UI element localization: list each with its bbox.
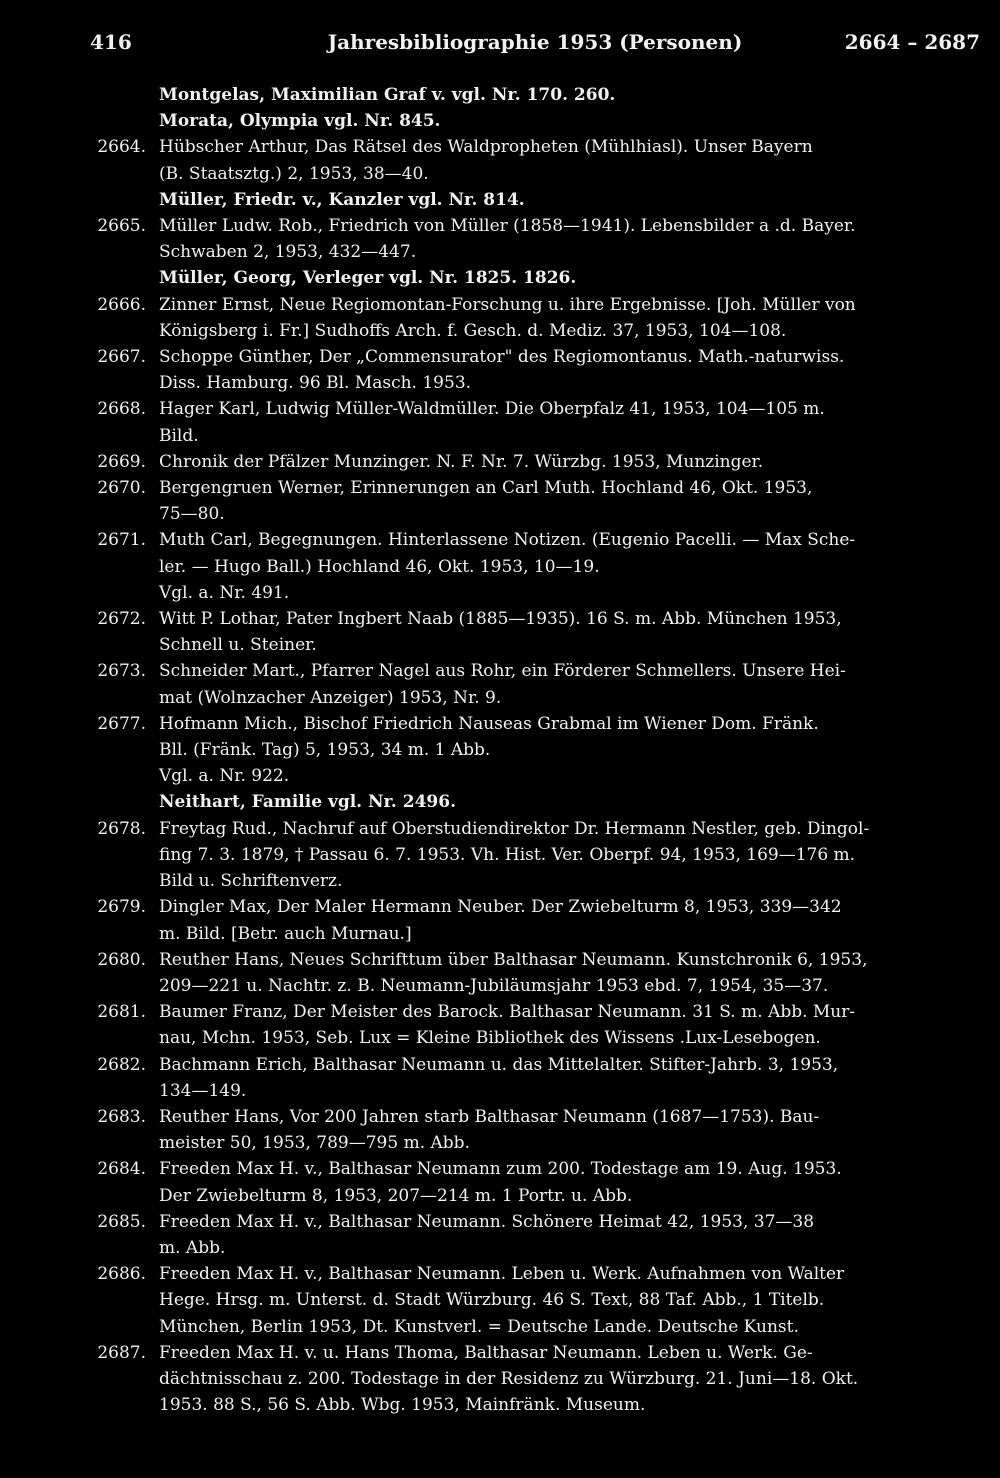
entry-number: 2665. [97,216,146,237]
entry-text-line: Morata, Olympia vgl. Nr. 845. [159,111,441,132]
entry-text-line: Schwaben 2, 1953, 432—447. [159,242,417,263]
entry-number: 2664. [97,137,146,158]
entry-text-line: m. Abb. [159,1237,226,1258]
entry-number: 2679. [97,897,146,918]
entry-number: 2673. [97,661,146,682]
entry-text-line: Baumer Franz, Der Meister des Barock. Balthasar Neumann. 31 S. m. Abb. Mur- [159,1002,856,1023]
entry-text-line: Schoppe Günther, Der „Commensurator" des Regiomontanus. Math.-naturwiss. [159,347,845,368]
bibliography-entry [86,527,981,606]
page-number: 416 [90,30,132,54]
entry-number: 2677. [97,713,146,734]
running-title: Jahresbibliographie 1953 (Personen) [327,30,743,54]
entry-number: 2669. [97,451,146,472]
entry-number: 2680. [97,949,146,970]
entry-text-line: 1953. 88 S., 56 S. Abb. Wbg. 1953, Mainfränk. Museum. [159,1395,646,1416]
entry-text-line: Schnell u. Steiner. [159,635,317,656]
bibliography-entry [86,396,981,448]
entry-text-line: Müller Ludw. Rob., Friedrich von Müller (1858—1941). Lebensbilder a .d. Bayer. [159,216,856,237]
bibliography-entry [86,292,981,344]
entry-number: 2687. [97,1342,146,1363]
entry-text-line: Freeden Max H. v., Balthasar Neumann zum 200. Todestage am 19. Aug. 1953. [159,1159,842,1180]
cross-reference [86,789,981,815]
entry-text-line: meister 50, 1953, 789—795 m. Abb. [159,1133,470,1154]
entry-text-line: Vgl. a. Nr. 491. [159,582,290,603]
entry-text-line: (B. Staatsztg.) 2, 1953, 38—40. [159,163,429,184]
entry-text-line: Schneider Mart., Pfarrer Nagel aus Rohr, ein Förderer Schmellers. Unsere Hei- [159,661,846,682]
bibliography-entry [86,999,981,1051]
bibliography-entry [86,894,981,946]
bibliography-entry [86,1209,981,1261]
bibliography-entry [86,213,981,265]
bibliography-entry [86,1104,981,1156]
entry-text-line: Chronik der Pfälzer Munzinger. N. F. Nr. 7. Würzbg. 1953, Munzinger. [159,451,764,472]
entry-text-line: Hofmann Mich., Bischof Friedrich Nauseas Grabmal im Wiener Dom. Fränk. [159,713,819,734]
entry-text-line: dächtnisschau z. 200. Todestage in der Residenz zu Würzburg. 21. Juni—18. Okt. [159,1368,859,1389]
bibliography-entry [86,449,981,475]
entry-text-line: fing 7. 3. 1879, † Passau 6. 7. 1953. Vh. Hist. Ver. Oberpf. 94, 1953, 169—176 m. [159,844,856,865]
bibliography-entry [86,947,981,999]
entry-text-line: Müller, Friedr. v., Kanzler vgl. Nr. 814. [159,189,525,210]
entry-text-line: Witt P. Lothar, Pater Ingbert Naab (1885—1935). 16 S. m. Abb. München 1953, [159,609,842,630]
entry-text-line: Freytag Rud., Nachruf auf Oberstudiendirektor Dr. Hermann Nestler, geb. Dingol- [159,818,870,839]
entry-text-line: Freeden Max H. v., Balthasar Neumann. Schönere Heimat 42, 1953, 37—38 [159,1211,815,1232]
bibliography-entry [86,134,981,186]
bibliography-entry [86,1340,981,1419]
entry-text-line: ler. — Hugo Ball.) Hochland 46, Okt. 1953, 10—19. [159,556,600,577]
bibliography-entry [86,344,981,396]
entry-text-line: Müller, Georg, Verleger vgl. Nr. 1825. 1826. [159,268,577,289]
bibliography-entry [86,475,981,527]
entry-text-line: Diss. Hamburg. 96 Bl. Masch. 1953. [159,373,472,394]
entry-text-line: Muth Carl, Begegnungen. Hinterlassene Notizen. (Eugenio Pacelli. — Max Sche- [159,530,856,551]
entry-text-line: Dingler Max, Der Maler Hermann Neuber. Der Zwiebelturm 8, 1953, 339—342 [159,897,842,918]
entry-number: 2686. [97,1264,146,1285]
bibliography-entry [86,1156,981,1208]
entry-text-line: 209—221 u. Nachtr. z. B. Neumann-Jubiläumsjahr 1953 ebd. 7, 1954, 35—37. [159,975,829,996]
entry-number: 2667. [97,347,146,368]
bibliography-entry [86,816,981,895]
entry-number: 2683. [97,1106,146,1127]
entry-text-line: 134—149. [159,1080,247,1101]
entry-text-line: Bild. [159,425,199,446]
cross-reference [86,82,981,108]
entry-number: 2682. [97,1054,146,1075]
entry-text-line: Hager Karl, Ludwig Müller-Waldmüller. Die Oberpfalz 41, 1953, 104—105 m. [159,399,825,420]
entry-range: 2664 – 2687 [844,30,980,54]
entry-text-line: m. Bild. [Betr. auch Murnau.] [159,923,412,944]
entry-number: 2684. [97,1159,146,1180]
entry-text-line: Reuther Hans, Vor 200 Jahren starb Balthasar Neumann (1687—1753). Bau- [159,1106,820,1127]
entry-text-line: Bild u. Schriftenverz. [159,871,343,892]
entry-number: 2666. [97,294,146,315]
entry-text-line: Königsberg i. Fr.] Sudhoffs Arch. f. Gesch. d. Mediz. 37, 1953, 104—108. [159,320,787,341]
entry-text-line: Freeden Max H. v., Balthasar Neumann. Leben u. Werk. Aufnahmen von Walter [159,1264,845,1285]
entry-number: 2668. [97,399,146,420]
bibliography-entry [86,658,981,710]
entry-text-line: Bachmann Erich, Balthasar Neumann u. das Mittelalter. Stifter-Jahrb. 3, 1953, [159,1054,839,1075]
entry-text-line: Reuther Hans, Neues Schrifttum über Balthasar Neumann. Kunstchronik 6, 1953, [159,949,868,970]
cross-reference [86,265,981,291]
bibliography-entry [86,711,981,790]
entry-number: 2672. [97,609,146,630]
entry-number: 2670. [97,478,146,499]
entry-number: 2678. [97,818,146,839]
entry-text-line: mat (Wolnzacher Anzeiger) 1953, Nr. 9. [159,687,502,708]
entry-number: 2685. [97,1211,146,1232]
entry-text-line: Vgl. a. Nr. 922. [159,766,290,787]
entry-text-line: Bergengruen Werner, Erinnerungen an Carl Muth. Hochland 46, Okt. 1953, [159,478,813,499]
entry-text-line: Hübscher Arthur, Das Rätsel des Waldpropheten (Mühlhiasl). Unser Bayern [159,137,813,158]
entry-text-line: Bll. (Fränk. Tag) 5, 1953, 34 m. 1 Abb. [159,740,491,761]
entry-text-line: Freeden Max H. v. u. Hans Thoma, Balthasar Neumann. Leben u. Werk. Ge- [159,1342,813,1363]
cross-reference [86,187,981,213]
entry-text-line: 75—80. [159,504,225,525]
entry-text-line: Zinner Ernst, Neue Regiomontan-Forschung u. ihre Ergebnisse. [Joh. Müller von [159,294,856,315]
bibliography-entry [86,1052,981,1104]
page-header [90,30,980,64]
bibliography-entry [86,1261,981,1340]
entry-text-line: Neithart, Familie vgl. Nr. 2496. [159,792,457,813]
bibliography-list [86,82,981,1418]
bibliography-entry [86,606,981,658]
entry-number: 2671. [97,530,146,551]
entry-text-line: Hege. Hrsg. m. Unterst. d. Stadt Würzburg. 46 S. Text, 88 Taf. Abb., 1 Titelb. [159,1290,825,1311]
cross-reference [86,108,981,134]
entry-text-line: Montgelas, Maximilian Graf v. vgl. Nr. 170. 260. [159,85,616,105]
entry-number: 2681. [97,1002,146,1023]
entry-text-line: München, Berlin 1953, Dt. Kunstverl. = Deutsche Lande. Deutsche Kunst. [159,1316,799,1337]
entry-text-line: nau, Mchn. 1953, Seb. Lux = Kleine Bibliothek des Wissens .Lux-Lesebogen. [159,1028,821,1049]
entry-text-line: Der Zwiebelturm 8, 1953, 207—214 m. 1 Portr. u. Abb. [159,1185,633,1206]
